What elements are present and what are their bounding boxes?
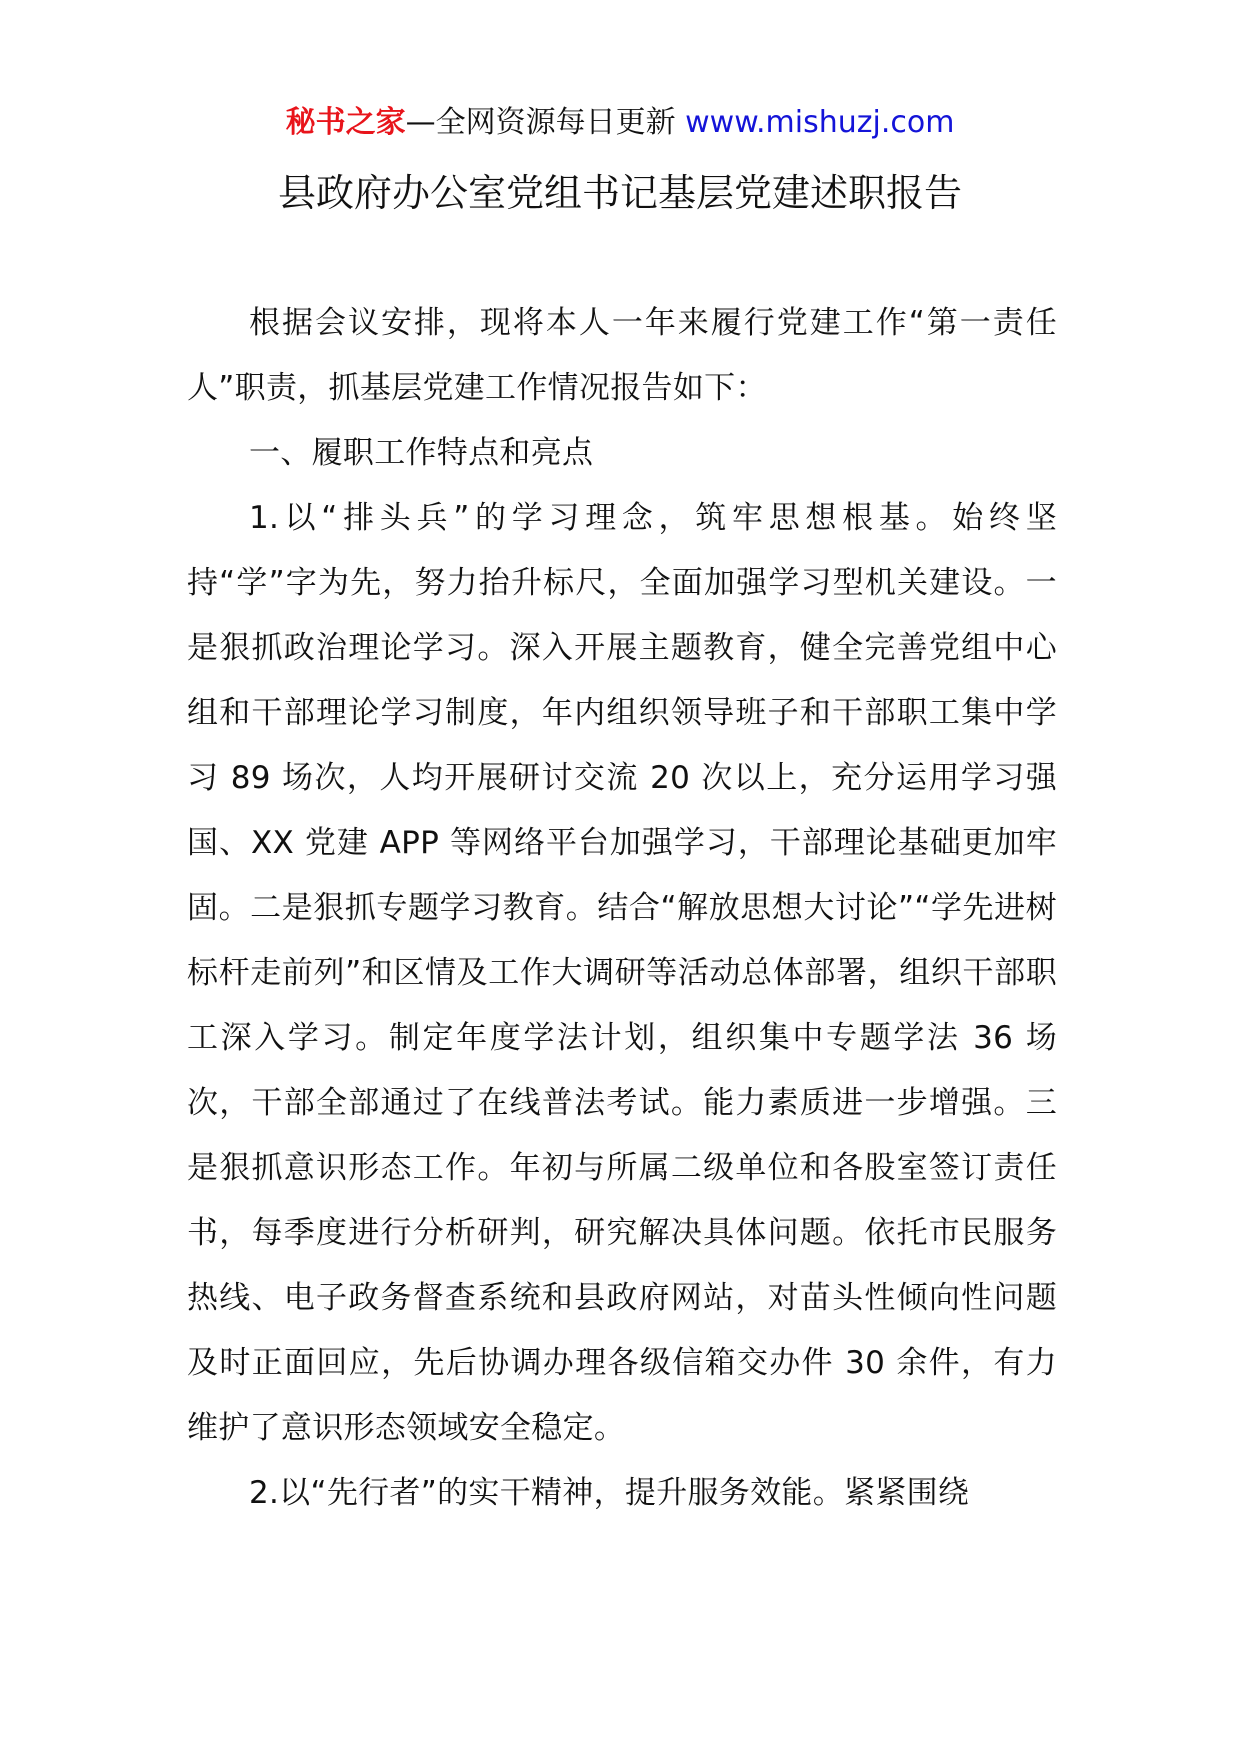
site-url-link[interactable]: www.mishuzj.com	[685, 105, 955, 140]
brand-name: 秘书之家	[285, 105, 406, 140]
body-paragraph: 1.以“排头兵”的学习理念，筑牢思想根基。始终坚持“学”字为先，努力抬升标尺，全面加强学习型机关建设。一是狠抓政治理论学习。深入开展主题教育，健全完善党组中心组和干部理论学习制度，年内组织领导班子和干部职工集中学习 89 场次，人均开展研讨交流 20 次以上，充分运用学习强国、XX 党建 APP 等网络平台加强学习，干部理论基础更加牢固。二是狠抓专题学习教育。结合“解放思想大讨论”“学先进树标杆走前列”和区情及工作大调研等活动总体部署，组织干部职工深入学习。制定年度学法计划，组织集中专题学法 36 场次，干部全部通过了在线普法考试。能力素质进一步增强。三是狠抓意识形态工作。年初与所属二级单位和各股室签订责任书，每季度进行分析研判，研究解决具体问题。依托市民服务热线、电子政务督查系统和县政府网站，对苗头性倾向性问题及时正面回应，先后协调办理各级信箱交办件 30 余件，有力维护了意识形态领域安全稳定。	[187, 500, 1057, 1446]
watermark-header	[0, 102, 1240, 144]
document-title: 县政府办公室党组书记基层党建述职报告	[277, 171, 962, 215]
body-paragraph: 2.以“先行者”的实干精神，提升服务效能。紧紧围绕	[249, 1475, 970, 1511]
header-slogan: —全网资源每日更新	[405, 105, 686, 140]
section-heading: 一、履职工作特点和亮点	[249, 435, 594, 471]
document-body	[187, 291, 1057, 1526]
intro-paragraph: 根据会议安排，现将本人一年来履行党建工作“第一责任人”职责，抓基层党建工作情况报告如下：	[187, 305, 1057, 406]
